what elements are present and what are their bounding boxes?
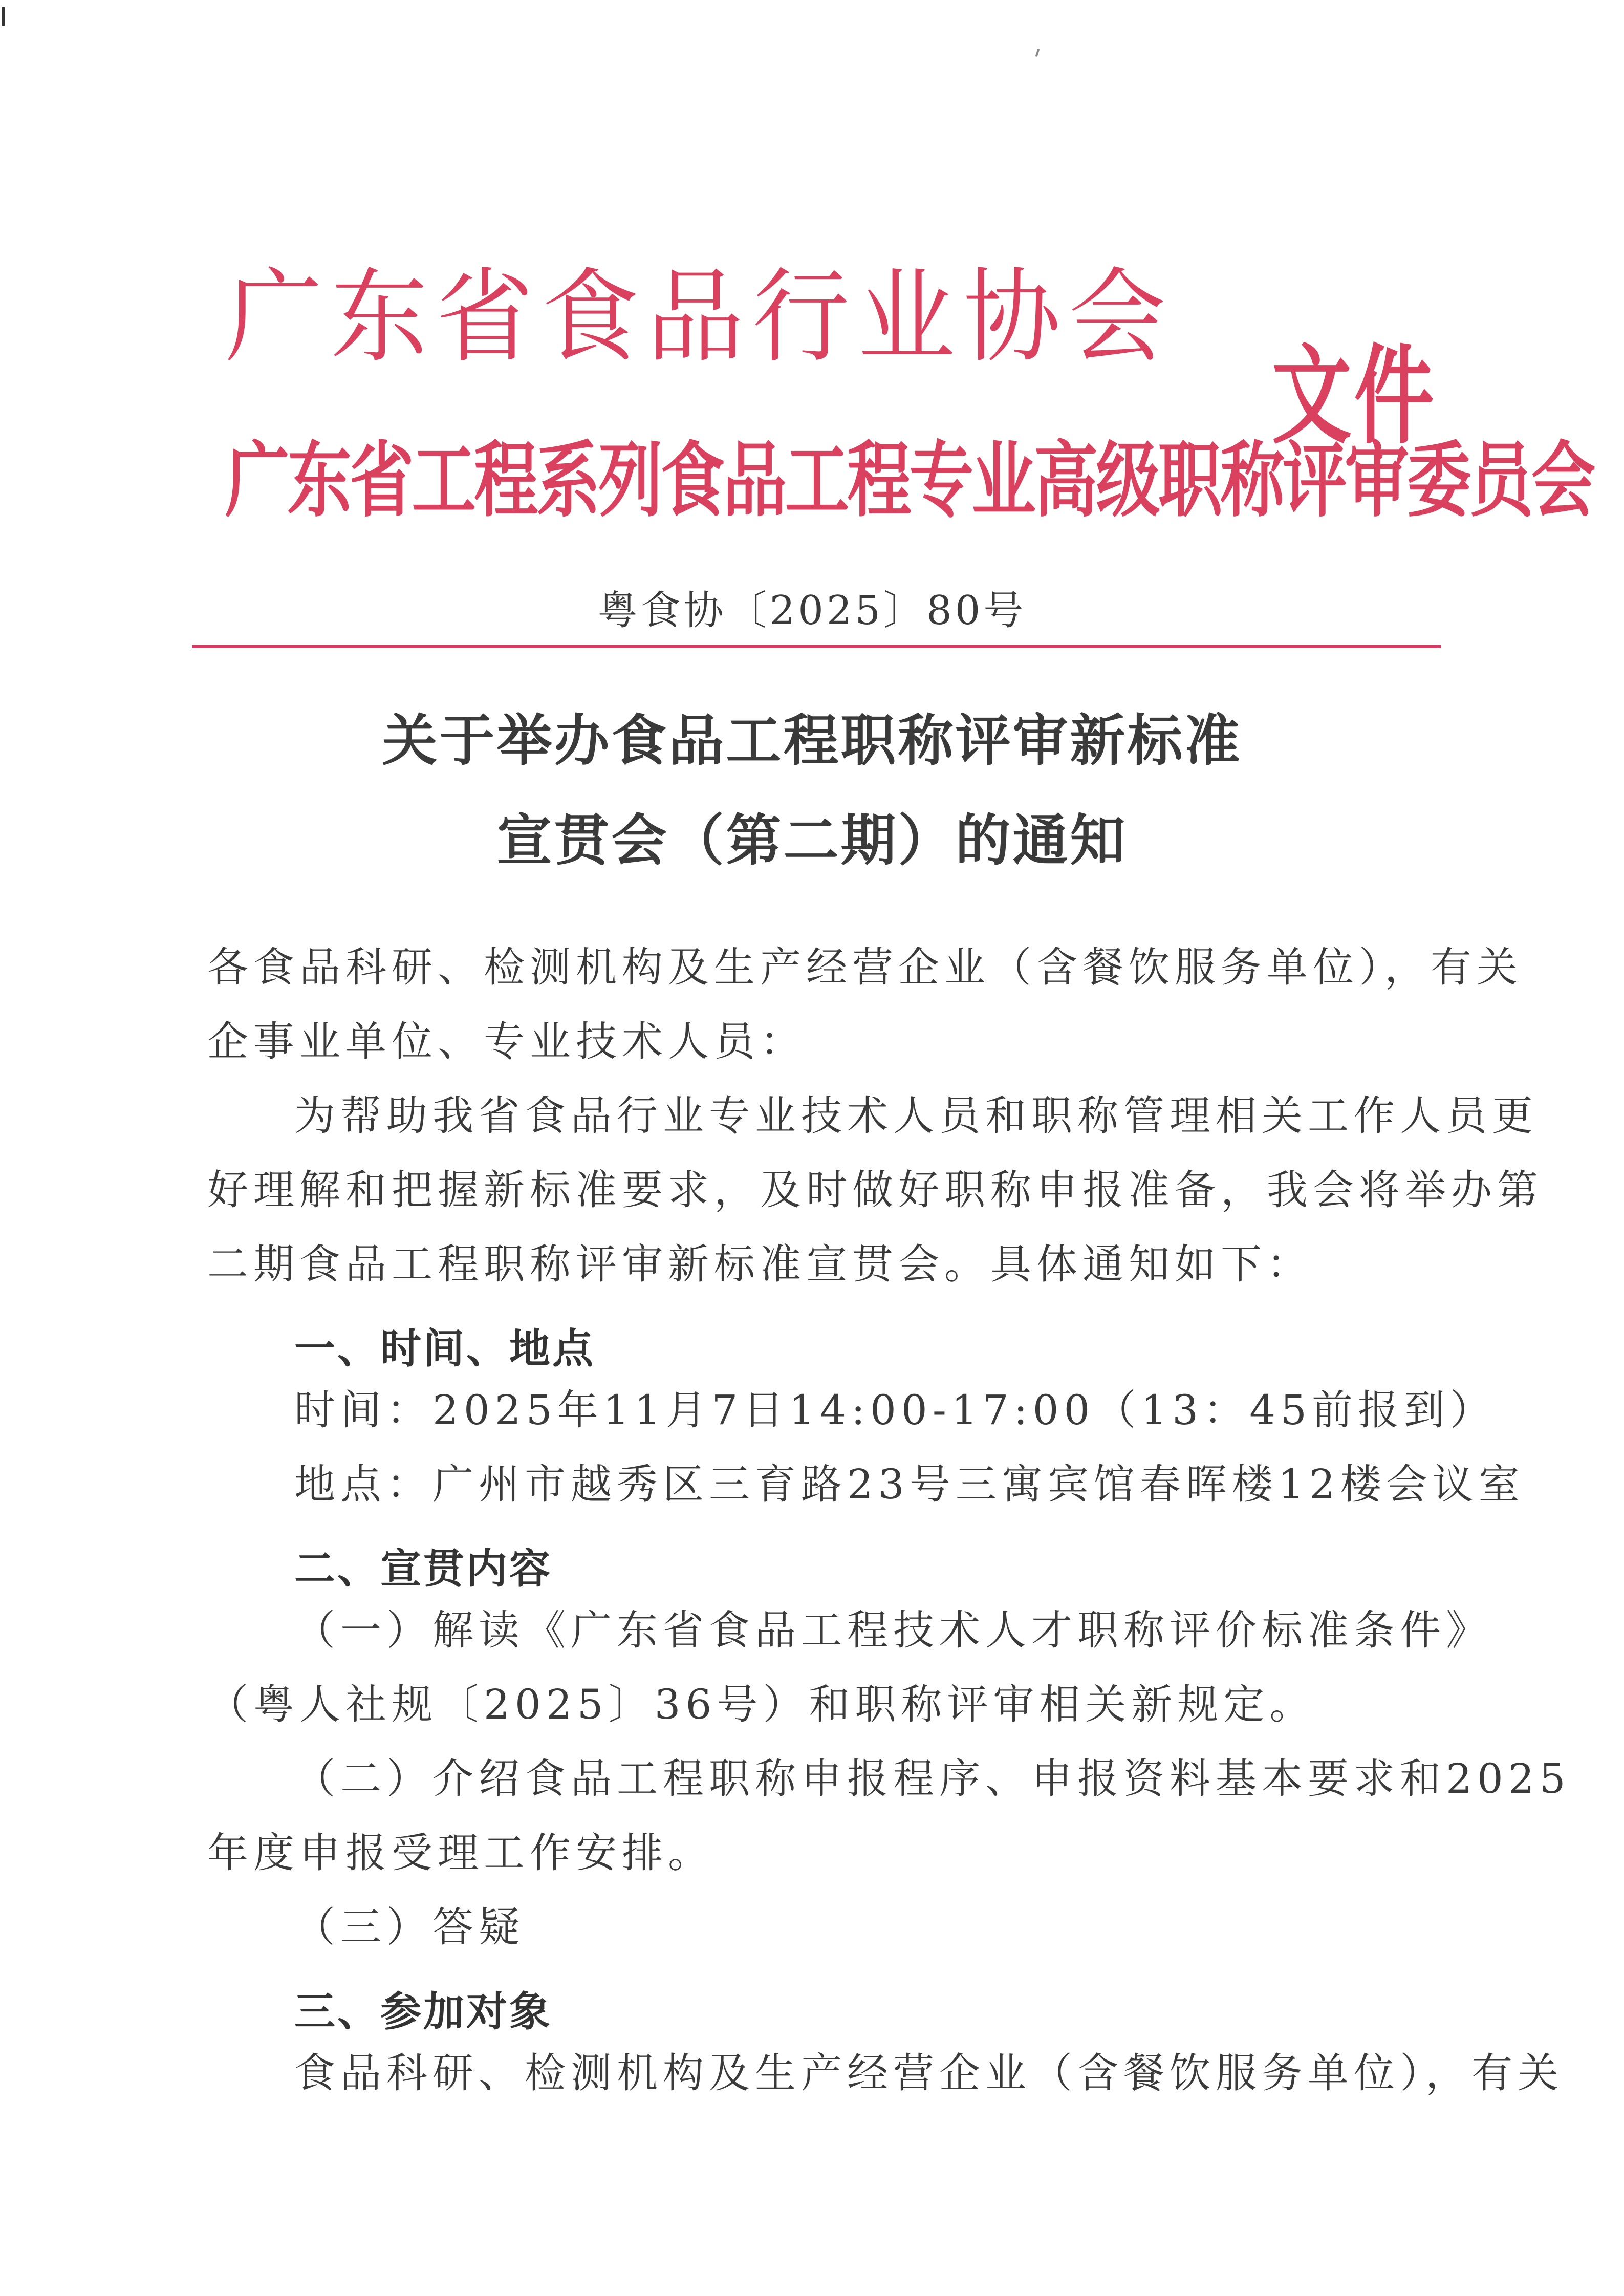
content-item-1-line-1: （一）解读《广东省食品工程技术人才职称评价标准条件》 — [294, 1606, 1492, 1654]
intro-line-1: 为帮助我省食品行业专业技术人员和职称管理相关工作人员更 — [294, 1092, 1538, 1140]
issuer-org-1: 广东省食品行业协会 — [225, 258, 1175, 377]
section-3-heading: 三、参加对象 — [294, 1988, 552, 2035]
title-line-1: 关于举办食品工程职称评审新标准 — [382, 709, 1242, 773]
intro-line-3: 二期食品工程职称评审新标准宣贯会。具体通知如下： — [207, 1240, 1313, 1288]
document-number: 粤食协〔2025〕80号 — [597, 588, 1027, 634]
red-header-rule — [192, 645, 1441, 648]
document-type-label: 文件 — [1272, 334, 1437, 459]
content-item-2-line-1: （二）介绍食品工程职称申报程序、申报资料基本要求和2025 — [294, 1755, 1571, 1803]
salutation-line-2: 企事业单位、专业技术人员： — [207, 1018, 806, 1065]
content-item-3: （三）答疑 — [294, 1903, 525, 1951]
event-time: 时间：2025年11月7日14:00-17:00（13：45前报到） — [294, 1386, 1497, 1434]
participants-line-1: 食品科研、检测机构及生产经营企业（含餐饮服务单位），有关 — [294, 2049, 1564, 2097]
event-place: 地点：广州市越秀区三育路23号三寓宾馆春晖楼12楼会议室 — [294, 1461, 1525, 1508]
section-1-heading: 一、时间、地点 — [294, 1325, 595, 1372]
intro-line-2: 好理解和把握新标准要求，及时做好职称申报准备，我会将举办第 — [207, 1166, 1543, 1214]
content-item-1-line-2: （粤人社规〔2025〕36号）和职称评审相关新规定。 — [207, 1681, 1316, 1728]
salutation-line-1: 各食品科研、检测机构及生产经营企业（含餐饮服务单位），有关 — [207, 943, 1523, 991]
scan-artifact-mark — [2, 7, 5, 26]
section-2-heading: 二、宣贯内容 — [294, 1545, 552, 1593]
issuer-org-2: 广东省工程系列食品工程专业高级职称评审委员会 — [225, 433, 1594, 529]
title-line-2: 宣贯会（第二期）的通知 — [496, 809, 1128, 873]
content-item-2-line-2: 年度申报受理工作安排。 — [207, 1829, 714, 1877]
scan-artifact-dot — [1035, 49, 1040, 57]
